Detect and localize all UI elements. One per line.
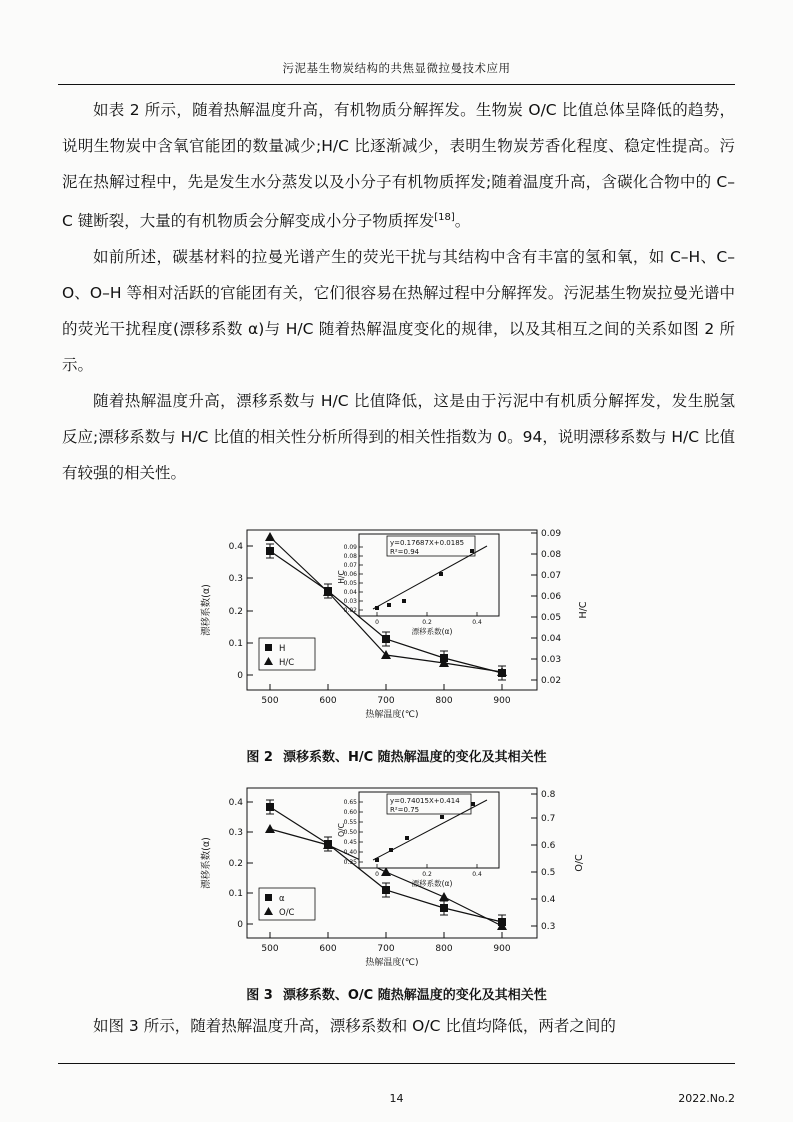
svg-text:0.07: 0.07 [343,562,357,569]
paragraph-1-tail: 。 [454,212,471,231]
chart-oc-inset [337,792,499,888]
svg-text:0.07: 0.07 [540,571,561,581]
svg-text:0: 0 [374,871,379,878]
svg-text:0.04: 0.04 [343,589,357,596]
figure-2-caption-text: 漂移系数、H/C 随热解温度的变化及其相关性 [282,750,547,765]
svg-text:0.60: 0.60 [343,809,357,816]
svg-text:0.02: 0.02 [540,676,561,686]
svg-text:500: 500 [260,944,279,954]
chart-oc-xlabel: 热解温度(℃) [364,958,419,968]
svg-text:0.65: 0.65 [343,799,357,806]
chart-hc-legend [259,638,315,670]
figure-2-number: 图 2 [246,750,273,765]
svg-text:0.2: 0.2 [421,619,432,626]
svg-text:700: 700 [376,696,395,706]
svg-text:0.2: 0.2 [228,859,243,869]
paragraph-1 [62,92,735,239]
svg-text:800: 800 [434,944,453,954]
svg-text:R²=0.75: R²=0.75 [389,806,419,814]
svg-text:600: 600 [318,696,337,706]
svg-text:900: 900 [492,696,511,706]
svg-text:0.7: 0.7 [540,814,555,824]
svg-text:500: 500 [260,696,279,706]
paragraph-3: 随着热解温度升高，漂移系数与 H/C 比值降低，这是由于污泥中有机质分解挥发，发生脱氢反应;漂移系数与 H/C 比值的相关性分析所得到的相关性指数为 0。94，说明漂移系数与 H/C 比值有较强的相关性。 [62,392,735,483]
svg-text:0.09: 0.09 [540,529,561,539]
chart-hc [187,520,607,740]
svg-text:漂移系数(α): 漂移系数(α) [411,627,452,636]
svg-text:0: 0 [374,619,379,626]
issue-label: 2022.No.2 [678,1092,735,1105]
svg-text:0.03: 0.03 [540,655,561,665]
svg-text:0.8: 0.8 [540,790,555,800]
svg-text:0.45: 0.45 [343,839,357,846]
svg-text:H/C: H/C [336,570,346,584]
svg-text:H/C: H/C [278,658,294,668]
svg-text:0.2: 0.2 [228,607,243,617]
svg-text:0.1: 0.1 [228,639,243,649]
svg-text:0.3: 0.3 [228,828,243,838]
svg-text:R²=0.94: R²=0.94 [389,548,419,556]
svg-text:α: α [278,894,285,904]
page-number: 14 [389,1092,404,1105]
figure-3-caption [0,984,793,1003]
footer-divider [58,1063,735,1064]
svg-text:0.06: 0.06 [343,571,357,578]
paragraph-4: 如图 3 所示，随着热解温度升高，漂移系数和 O/C 比值均降低，两者之间的 [93,1017,616,1035]
svg-text:900: 900 [492,944,511,954]
figure-3-caption-text: 漂移系数、O/C 随热解温度的变化及其相关性 [282,988,547,1003]
svg-text:0: 0 [236,920,243,930]
chart-hc-y2label: H/C [577,601,589,619]
svg-text:0.05: 0.05 [343,580,357,587]
chart-hc-ylabel: 漂移系数(α) [200,584,212,636]
svg-text:O/C: O/C [336,823,346,837]
svg-text:0.4: 0.4 [540,895,555,905]
svg-text:0.2: 0.2 [421,871,432,878]
paragraph-1-text: 如表 2 所示，随着热解温度升高，有机物质分解挥发。生物炭 O/C 比值总体呈降低的趋势，说明生物炭中含氧官能团的数量减少;H/C 比逐渐减少，表明生物炭芳香化程度、稳定性提高。污泥在热解过程中，先是发生水分蒸发以及小分子有机物质挥发;随着温度升高，含碳化合物中的 C–C 键断裂，大量的有机物质会分解变成小分子物质挥发 [62,101,735,231]
svg-text:0.1: 0.1 [228,889,243,899]
svg-text:0.04: 0.04 [540,634,561,644]
svg-text:600: 600 [318,944,337,954]
svg-text:0.3: 0.3 [228,574,243,584]
svg-text:0.08: 0.08 [540,550,561,560]
citation-marker: [18] [434,212,455,223]
svg-text:0.3: 0.3 [540,922,555,932]
svg-text:漂移系数(α): 漂移系数(α) [411,879,452,888]
svg-text:0: 0 [236,671,243,681]
chart-oc [187,778,607,978]
figure-2-block [0,520,793,765]
figure-3-number: 图 3 [246,988,273,1003]
figure-3-chart [0,778,793,978]
svg-text:700: 700 [376,944,395,954]
svg-text:0.6: 0.6 [540,841,555,851]
svg-text:0.55: 0.55 [343,819,357,826]
svg-text:0.05: 0.05 [540,613,561,623]
header-divider [58,84,735,85]
chart-oc-legend [259,888,315,920]
svg-text:0.02: 0.02 [343,607,357,614]
svg-text:0.4: 0.4 [228,798,243,808]
svg-text:y=0.74015X+0.414: y=0.74015X+0.414 [389,797,460,805]
chart-oc-y2label: O/C [573,854,585,872]
svg-text:y=0.17687X+0.0185: y=0.17687X+0.0185 [389,539,464,547]
body-text-top [62,92,735,491]
chart-hc-xlabel: 热解温度(℃) [364,710,419,720]
svg-text:H: H [278,644,285,654]
svg-text:0.06: 0.06 [540,592,561,602]
figure-2-chart [0,520,793,740]
svg-text:0.4: 0.4 [471,619,482,626]
svg-text:0.4: 0.4 [471,871,482,878]
paragraph-2: 如前所述，碳基材料的拉曼光谱产生的荧光干扰与其结构中含有丰富的氢和氧，如 C–H、C–O、O–H 等相对活跃的官能团有关，它们很容易在热解过程中分解挥发。污泥基生物炭拉曼光谱中的荧光干扰程度(漂移系数 α)与 H/C 随着热解温度变化的规律，以及其相互之间的关系如图 2 所示。 [62,248,735,375]
svg-text:0.40: 0.40 [343,849,357,856]
svg-text:800: 800 [434,696,453,706]
svg-text:0.09: 0.09 [343,544,357,551]
svg-text:O/C: O/C [278,908,294,918]
svg-text:0.08: 0.08 [343,553,357,560]
svg-text:0.5: 0.5 [540,868,555,878]
svg-text:0.35: 0.35 [343,859,357,866]
figure-3-block [0,778,793,1003]
running-head: 污泥基生物炭结构的共焦显微拉曼技术应用 [282,61,511,75]
svg-text:0.4: 0.4 [228,542,243,552]
svg-text:0.03: 0.03 [343,598,357,605]
figure-2-caption [0,746,793,765]
chart-hc-inset [337,534,499,636]
chart-oc-ylabel: 漂移系数(α) [200,837,212,889]
body-text-bottom [62,1008,735,1044]
svg-text:0.50: 0.50 [343,829,357,836]
